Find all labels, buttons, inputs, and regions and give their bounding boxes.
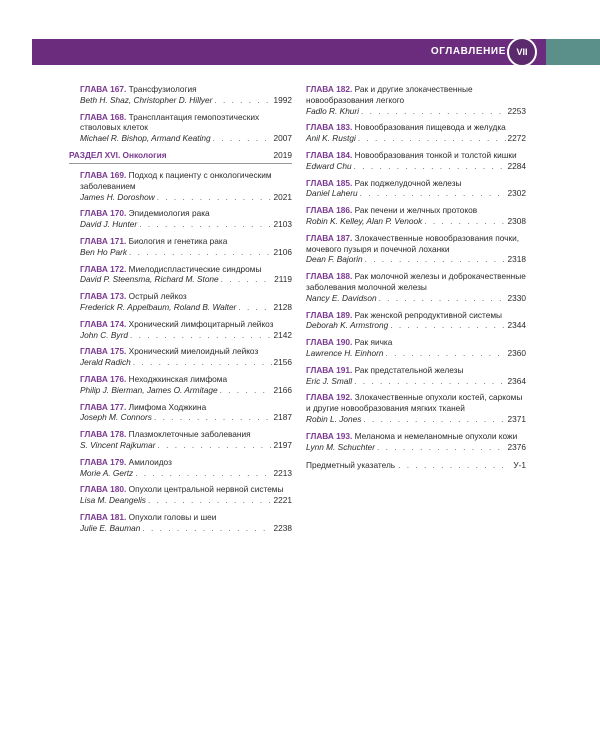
chapter-number: ГЛАВА 193. <box>306 430 353 441</box>
chapter-heading <box>306 84 526 106</box>
chapter-authors: Lisa M. Deangelis <box>80 495 146 506</box>
author-line <box>306 442 526 453</box>
author-line <box>80 412 292 423</box>
chapter-title: Злокачественные новообразования почки, мочевого пузыря и почечной лоханки <box>306 232 520 254</box>
chapter-page: 2272 <box>507 133 526 144</box>
author-line <box>80 274 292 285</box>
chapter-heading <box>306 205 526 216</box>
chapter-heading <box>80 374 292 385</box>
chapter-page: 2142 <box>273 329 292 340</box>
leader-dots <box>213 133 272 144</box>
toc-entry[interactable] <box>80 374 292 396</box>
toc-entry[interactable] <box>80 484 292 506</box>
chapter-authors: Robin K. Kelley, Alan P. Venook <box>306 215 423 226</box>
index-entry[interactable] <box>306 460 526 470</box>
chapter-page: 2221 <box>273 495 292 506</box>
chapter-page: 2330 <box>507 292 526 303</box>
toc-entry[interactable] <box>80 319 292 341</box>
chapter-heading <box>80 346 292 357</box>
chapter-authors: Daniel Laheru <box>306 188 358 199</box>
leader-dots <box>221 274 272 285</box>
chapter-heading <box>80 112 292 134</box>
chapter-authors: Anil K. Rustgi <box>306 133 356 144</box>
chapter-page: 2187 <box>273 412 292 423</box>
toc-entry[interactable] <box>306 310 526 332</box>
chapter-authors: S. Vincent Rajkumar <box>80 439 156 450</box>
chapter-number: ГЛАВА 178. <box>80 429 127 440</box>
toc-entry[interactable] <box>80 170 292 202</box>
chapter-page: 2376 <box>507 441 526 452</box>
leader-dots <box>130 330 272 341</box>
chapter-number: ГЛАВА 175. <box>80 346 127 357</box>
chapter-title: Рак поджелудочной железы <box>354 177 462 188</box>
chapter-authors: Ben Ho Park <box>80 246 128 257</box>
chapter-number: ГЛАВА 173. <box>80 291 127 302</box>
chapter-number: ГЛАВА 188. <box>306 271 353 282</box>
chapter-page: 2238 <box>273 522 292 533</box>
chapter-heading <box>306 337 526 348</box>
chapter-number: ГЛАВА 186. <box>306 205 353 216</box>
chapter-page: 2119 <box>274 274 292 285</box>
chapter-number: ГЛАВА 192. <box>306 392 353 403</box>
chapter-title: Плазмоклеточные заболевания <box>128 429 251 440</box>
author-line <box>80 495 292 506</box>
author-line <box>80 523 292 534</box>
chapter-title: Рак яичка <box>354 337 393 348</box>
leader-dots <box>139 219 271 230</box>
chapter-title: Эпидемиология рака <box>128 208 210 219</box>
chapter-heading <box>80 402 292 413</box>
author-line <box>306 293 526 304</box>
author-line <box>306 188 526 199</box>
leader-dots <box>129 247 271 258</box>
chapter-number: ГЛАВА 168. <box>80 111 127 122</box>
author-line <box>306 254 526 265</box>
leader-dots <box>361 106 506 117</box>
toc-entry[interactable] <box>306 337 526 359</box>
author-line <box>80 95 292 106</box>
chapter-heading <box>306 233 526 255</box>
toc-entry[interactable] <box>306 122 526 144</box>
toc-entry[interactable] <box>80 264 292 286</box>
toc-entry[interactable] <box>80 457 292 479</box>
chapter-title: Трансплантация гемопоэтических стволовых клеток <box>80 111 260 133</box>
chapter-page: 2344 <box>507 320 526 331</box>
chapter-heading <box>80 429 292 440</box>
header-accent <box>546 39 600 65</box>
toc-entry[interactable] <box>306 205 526 227</box>
author-line <box>306 133 526 144</box>
leader-dots <box>135 468 271 479</box>
chapter-page: 2253 <box>507 105 526 116</box>
chapter-title: Рак и другие злокачественные новообразования легкого <box>306 84 473 105</box>
author-line <box>80 302 292 313</box>
author-line <box>306 106 526 117</box>
chapter-authors: Frederick R. Appelbaum, Roland B. Walter <box>80 301 237 312</box>
chapter-title: Трансфузиология <box>128 84 197 94</box>
chapter-number: ГЛАВА 171. <box>80 235 127 246</box>
chapter-page: 2364 <box>507 375 526 386</box>
toc-left-top-list <box>80 84 292 144</box>
toc-left-list <box>80 170 292 534</box>
chapter-page: 2360 <box>507 347 526 358</box>
chapter-authors: Beth H. Shaz, Christopher D. Hillyer <box>80 94 213 105</box>
chapter-authors: Jerald Radich <box>80 357 131 368</box>
chapter-number: ГЛАВА 170. <box>80 208 127 219</box>
chapter-heading <box>306 271 526 293</box>
section-label: РАЗДЕЛ XVI. Онкология <box>69 149 167 160</box>
chapter-page: 2318 <box>507 254 526 265</box>
chapter-title: Подход к пациенту с онкологическим заболеванием <box>80 169 272 191</box>
chapter-number: ГЛАВА 169. <box>80 169 127 180</box>
chapter-heading <box>306 150 526 161</box>
leader-dots <box>363 414 505 425</box>
leader-dots <box>354 161 506 172</box>
chapter-number: ГЛАВА 191. <box>306 364 353 375</box>
author-line <box>306 216 526 227</box>
page-title: ОГЛАВЛЕНИЕ <box>430 46 506 57</box>
chapter-heading <box>80 264 292 275</box>
chapter-heading <box>80 236 292 247</box>
chapter-number: ГЛАВА 184. <box>306 149 353 160</box>
author-line <box>80 330 292 341</box>
chapter-page: 2156 <box>273 357 292 368</box>
chapter-number: ГЛАВА 185. <box>306 177 353 188</box>
chapter-heading <box>80 319 292 330</box>
section-heading[interactable] <box>69 150 292 164</box>
chapter-page: 2197 <box>273 439 292 450</box>
author-line <box>80 440 292 451</box>
leader-dots <box>238 302 271 313</box>
chapter-title: Амилоидоз <box>128 456 172 467</box>
toc-entry[interactable] <box>306 233 526 265</box>
leader-dots <box>379 293 506 304</box>
chapter-number: ГЛАВА 190. <box>306 337 353 348</box>
chapter-heading <box>80 512 292 523</box>
chapter-number: ГЛАВА 167. <box>80 84 127 94</box>
index-page: У-1 <box>513 460 526 471</box>
leader-dots <box>157 440 271 451</box>
chapter-page: 2166 <box>273 384 292 395</box>
chapter-heading <box>80 208 292 219</box>
chapter-authors: Philip J. Bierman, James O. Armitage <box>80 384 218 395</box>
chapter-heading <box>306 365 526 376</box>
leader-dots <box>142 523 271 534</box>
chapter-page: 2302 <box>507 188 526 199</box>
chapter-title: Злокачественные опухоли костей, саркомы и другие новообразования мягких тканей <box>306 392 523 414</box>
chapter-authors: David J. Hunter <box>80 219 138 230</box>
leader-dots <box>365 254 506 265</box>
chapter-authors: David P. Steensma, Richard M. Stone <box>80 274 219 285</box>
chapter-authors: Deborah K. Armstrong <box>306 320 389 331</box>
toc-entry[interactable] <box>80 291 292 313</box>
chapter-authors: Robin L. Jones <box>306 413 362 424</box>
chapter-authors: Fadlo R. Khuri <box>306 105 360 116</box>
chapter-heading <box>306 310 526 321</box>
toc-entry[interactable] <box>306 431 526 453</box>
author-line <box>306 161 526 172</box>
chapter-number: ГЛАВА 177. <box>80 401 127 412</box>
leader-dots <box>385 348 505 359</box>
chapter-number: ГЛАВА 180. <box>80 484 127 495</box>
author-line <box>80 468 292 479</box>
leader-dots <box>157 192 272 203</box>
chapter-title: Опухоли головы и шеи <box>128 511 217 522</box>
chapter-title: Меланома и немеланомные опухоли кожи <box>354 430 518 441</box>
chapter-number: ГЛАВА 183. <box>306 122 353 133</box>
toc-entry[interactable] <box>306 365 526 387</box>
chapter-number: ГЛАВА 172. <box>80 263 127 274</box>
chapter-page: 2308 <box>507 215 526 226</box>
author-line <box>80 247 292 258</box>
chapter-title: Рак молочной железы и доброкачественные заболевания молочной железы <box>306 271 526 292</box>
toc-left-column <box>69 84 292 540</box>
chapter-authors: Lynn M. Schuchter <box>306 441 376 452</box>
toc-entry[interactable] <box>80 112 292 144</box>
page-number-badge: VII <box>507 37 537 67</box>
toc-right-column <box>306 84 526 470</box>
chapter-heading <box>306 431 526 442</box>
chapter-authors: Nancy E. Davidson <box>306 292 377 303</box>
leader-dots <box>358 133 506 144</box>
chapter-authors: Michael R. Bishop, Armand Keating <box>80 133 211 144</box>
chapter-number: ГЛАВА 189. <box>306 309 353 320</box>
chapter-heading <box>306 122 526 133</box>
chapter-title: Миелодиспластические синдромы <box>128 263 262 274</box>
leader-dots <box>390 320 505 331</box>
chapter-number: ГЛАВА 187. <box>306 232 353 243</box>
chapter-page: 1992 <box>273 94 292 105</box>
chapter-authors: James H. Doroshow <box>80 191 155 202</box>
leader-dots <box>377 442 506 453</box>
chapter-title: Биология и генетика рака <box>128 235 228 246</box>
chapter-title: Рак печени и желчных протоков <box>354 205 478 216</box>
author-line <box>80 192 292 203</box>
chapter-title: Опухоли центральной нервной системы <box>128 484 284 495</box>
chapter-authors: Dean F. Bajorin <box>306 254 363 265</box>
author-line <box>306 348 526 359</box>
chapter-authors: Lawrence H. Einhorn <box>306 347 384 358</box>
chapter-title: Лимфома Ходжкина <box>128 401 207 412</box>
chapter-page: 2213 <box>273 467 292 478</box>
chapter-authors: Joseph M. Connors <box>80 412 152 423</box>
author-line <box>306 376 526 387</box>
chapter-title: Новообразования тонкой и толстой кишки <box>354 149 517 160</box>
chapter-heading <box>306 392 526 414</box>
leader-dots <box>154 412 272 423</box>
chapter-title: Рак женской репродуктивной системы <box>354 309 503 320</box>
toc-entry[interactable] <box>306 84 526 116</box>
toc-entry[interactable] <box>80 84 292 106</box>
leader-dots <box>354 376 505 387</box>
chapter-page: 2106 <box>273 246 292 257</box>
leader-dots <box>360 188 506 199</box>
toc-right-list <box>306 84 526 452</box>
toc-entry[interactable] <box>80 429 292 451</box>
chapter-heading <box>80 457 292 468</box>
leader-dots <box>148 495 272 506</box>
chapter-number: ГЛАВА 179. <box>80 456 127 467</box>
toc-entry[interactable] <box>80 236 292 258</box>
chapter-heading <box>306 178 526 189</box>
chapter-title: Рак предстательной железы <box>354 364 464 375</box>
chapter-page: 2021 <box>273 191 292 202</box>
index-label: Предметный указатель <box>306 460 396 471</box>
leader-dots <box>424 216 505 227</box>
leader-dots <box>398 460 510 470</box>
author-line <box>306 414 526 425</box>
chapter-number: ГЛАВА 182. <box>306 84 353 94</box>
author-line <box>80 133 292 144</box>
leader-dots <box>214 95 271 106</box>
toc-entry[interactable] <box>306 178 526 200</box>
toc-entry[interactable] <box>80 512 292 534</box>
author-line <box>80 219 292 230</box>
chapter-title: Острый лейкоз <box>128 291 187 302</box>
toc-entry[interactable] <box>306 271 526 303</box>
chapter-heading <box>80 291 292 302</box>
chapter-title: Хронический лимфоцитарный лейкоз <box>128 318 274 329</box>
author-line <box>80 385 292 396</box>
toc-entry[interactable] <box>306 392 526 424</box>
chapter-title: Неходжкинская лимфома <box>128 373 228 384</box>
chapter-number: ГЛАВА 176. <box>80 373 127 384</box>
toc-entry[interactable] <box>80 208 292 230</box>
section-page: 2019 <box>273 149 292 160</box>
leader-dots <box>220 385 272 396</box>
chapter-number: ГЛАВА 174. <box>80 318 127 329</box>
chapter-title: Новообразования пищевода и желудка <box>354 122 506 133</box>
toc-entry[interactable] <box>80 346 292 368</box>
chapter-page: 2128 <box>273 301 292 312</box>
chapter-number: ГЛАВА 181. <box>80 511 127 522</box>
chapter-title: Хронический миелоидный лейкоз <box>128 346 259 357</box>
chapter-authors: John C. Byrd <box>80 329 128 340</box>
chapter-page: 2284 <box>507 160 526 171</box>
chapter-authors: Morie A. Gertz <box>80 467 134 478</box>
chapter-authors: Eric J. Small <box>306 375 353 386</box>
chapter-authors: Edward Chu <box>306 160 352 171</box>
chapter-page: 2103 <box>273 219 292 230</box>
chapter-heading <box>80 484 292 495</box>
chapter-page: 2371 <box>507 413 526 424</box>
chapter-heading <box>80 84 292 95</box>
chapter-heading <box>80 170 292 192</box>
leader-dots <box>133 357 272 368</box>
toc-entry[interactable] <box>80 402 292 424</box>
chapter-page: 2007 <box>273 133 292 144</box>
author-line <box>80 357 292 368</box>
chapter-authors: Julie E. Bauman <box>80 522 141 533</box>
toc-entry[interactable] <box>306 150 526 172</box>
author-line <box>306 320 526 331</box>
